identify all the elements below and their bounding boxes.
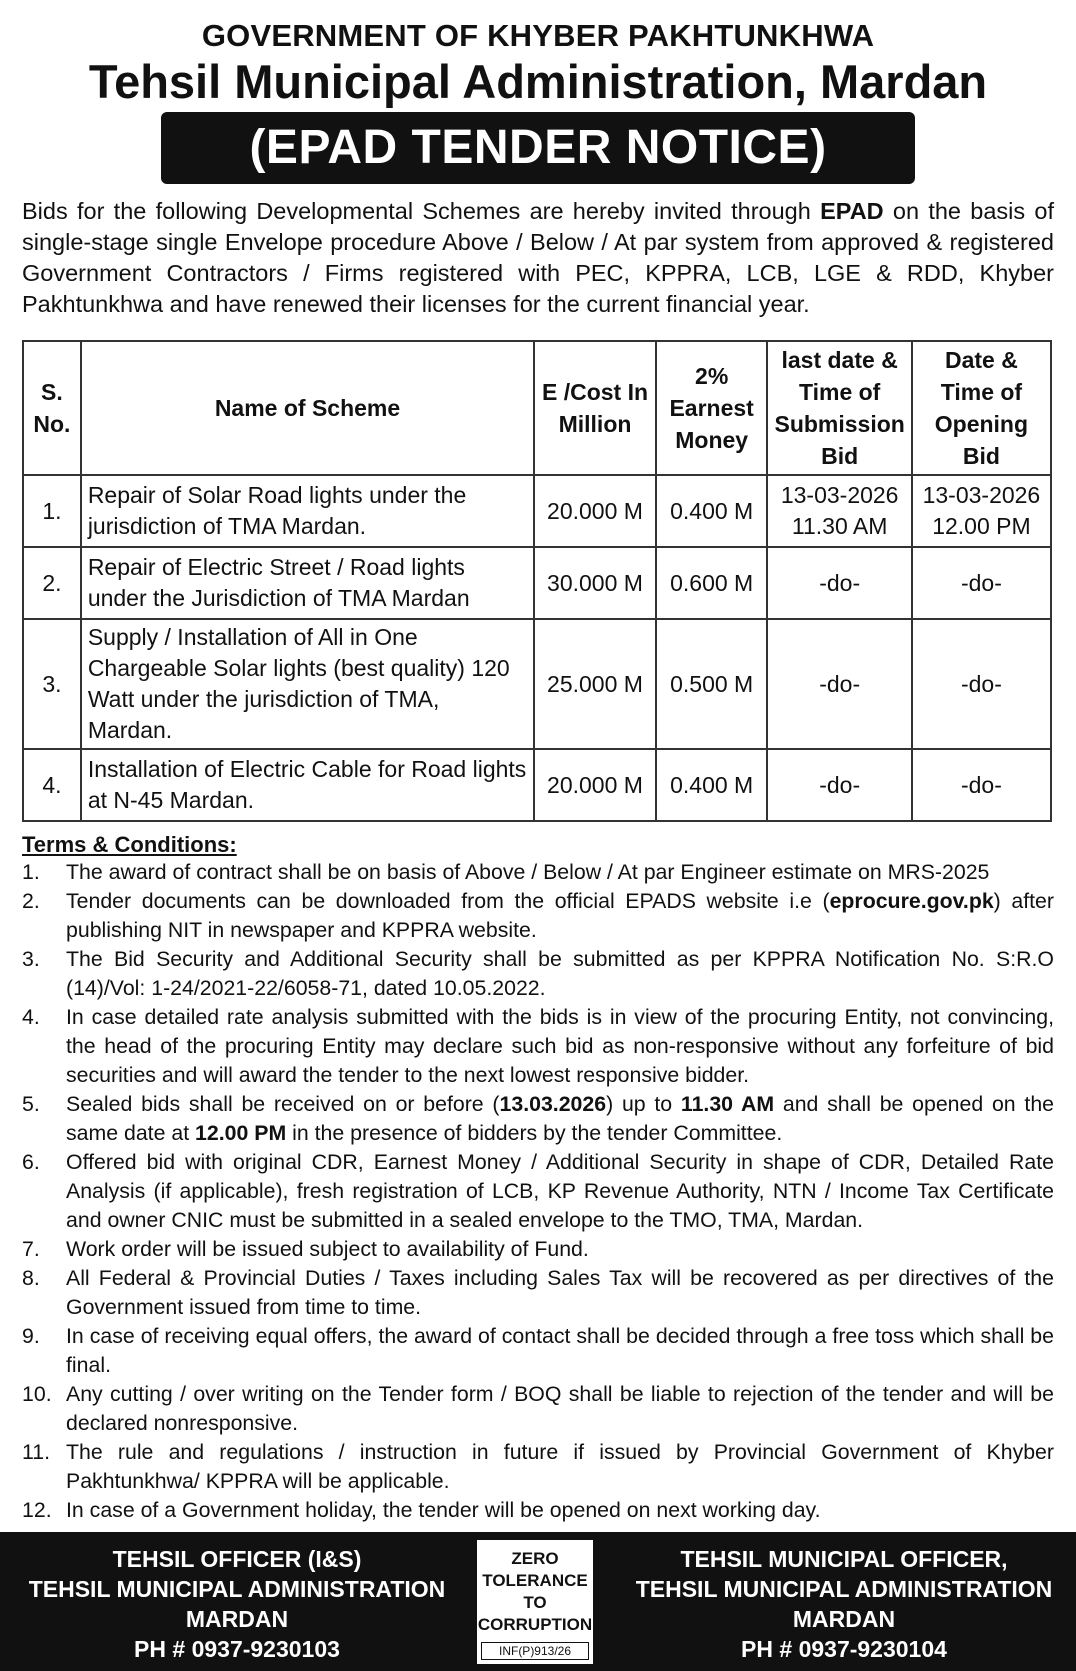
list-item [22, 1090, 1054, 1148]
government-heading: GOVERNMENT OF KHYBER PAKHTUNKHWA [201, 18, 875, 53]
epads-website: eprocure.gov.pk [829, 889, 994, 913]
administration-heading: Tehsil Municipal Administration, Mardan [88, 55, 988, 108]
list-item [22, 1322, 1054, 1380]
term-number: 7. [22, 1237, 40, 1261]
row-cost: 20.000 M [534, 475, 656, 547]
row-earnest: 0.400 M [656, 475, 768, 547]
footer-left-phone: PH # 0937-9230103 [134, 1636, 340, 1662]
header-sno: S. No. [23, 341, 81, 475]
header-name: Name of Scheme [81, 341, 534, 475]
row-last-date: -do- [767, 749, 911, 821]
row-last-time-value: 11.30 AM [791, 513, 888, 539]
intro-paragraph [22, 196, 1054, 320]
term-text [66, 1090, 1054, 1148]
list-item [22, 1496, 1054, 1525]
term-text: The rule and regulations / instruction in future if issued by Provincial Government of Khyber Pakhtunkhwa/ KPPRA will be applicable. [66, 1440, 1054, 1493]
row-cost: 30.000 M [534, 547, 656, 619]
row-sno: 4. [23, 749, 81, 821]
row-opening-date-value: 13-03-2026 [922, 482, 1041, 508]
row-sno: 2. [23, 547, 81, 619]
header-cost: E /Cost In Million [534, 341, 656, 475]
row-cost: 20.000 M [534, 749, 656, 821]
list-item [22, 1003, 1054, 1090]
zero-tolerance-line1: ZERO [511, 1549, 559, 1568]
term-text: In case detailed rate analysis submitted with the bids is in view of the procuring Entity, not convincing, the head of the procuring Entity may declare such bid as non-responsive without any forfeiture of bid securities and will award the tender to the next lowest responsive bidder. [66, 1005, 1054, 1087]
row-last-date-value: 13-03-2026 [780, 482, 899, 508]
term-text: The award of contract shall be on basis of Above / Below / At par Engineer estimate on MRS-2025 [66, 860, 990, 884]
term-number: 1. [22, 860, 40, 884]
term-text: In case of receiving equal offers, the award of contact shall be decided through a free toss which shall be final. [66, 1324, 1054, 1377]
zero-tolerance-badge [477, 1540, 593, 1664]
inf-reference: INF(P)913/26 [481, 1642, 589, 1660]
term-text-part: ) after publishing NIT in newspaper and KPPRA website. [66, 889, 1054, 942]
zero-tolerance-line2: TOLERANCE [482, 1571, 588, 1590]
term-number: 3. [22, 947, 40, 971]
term-text-part: Tender documents can be downloaded from the official EPADS website i.e ( [66, 889, 830, 913]
footer-right-line2: TEHSIL MUNICIPAL ADMINISTRATION [635, 1576, 1053, 1602]
header-last-date: last date & Time of Submission Bid [767, 341, 911, 475]
footer-left-line3: MARDAN [185, 1606, 289, 1632]
term-number: 6. [22, 1150, 40, 1174]
list-item [22, 945, 1054, 1003]
row-name: Repair of Solar Road lights under the jurisdiction of TMA Mardan. [81, 475, 534, 547]
zero-tolerance-line4: CORRUPTION [477, 1615, 593, 1634]
term-number: 12. [22, 1498, 52, 1522]
table-row [23, 475, 1051, 547]
list-item [22, 887, 1054, 945]
footer-left-line1: TEHSIL OFFICER (I&S) [112, 1546, 362, 1572]
row-opening: -do- [912, 547, 1051, 619]
row-last-date: -do- [767, 547, 911, 619]
submission-time: 11.30 AM [680, 1092, 775, 1116]
row-last-date [767, 475, 911, 547]
row-earnest: 0.600 M [656, 547, 768, 619]
term-number: 5. [22, 1092, 40, 1116]
term-text: The Bid Security and Additional Security shall be submitted as per KPPRA Notification No. S:R.O (14)/Vol: 1-24/2021-22/6058-71, dated 10.05.2022. [66, 947, 1054, 1000]
row-opening-time-value: 12.00 PM [932, 513, 1031, 539]
row-opening: -do- [912, 619, 1051, 749]
footer-left-signature [22, 1544, 452, 1664]
term-number: 11. [22, 1440, 51, 1464]
table-header-row [23, 341, 1051, 475]
intro-text-part2: on the basis of single-stage single Envelope procedure Above / Below / At par system from approved & registered Government Contractors / Firms registered with PEC, KPPRA, LCB, LGE & RDD, Khyber Pakhtunkhwa and have renewed their licenses for the current financial year. [22, 198, 1054, 317]
term-number: 2. [22, 889, 40, 913]
notice-title-banner [22, 112, 1054, 184]
intro-text-part1: Bids for the following Developmental Schemes are hereby invited through [22, 198, 821, 224]
row-opening: -do- [912, 749, 1051, 821]
row-earnest: 0.400 M [656, 749, 768, 821]
zero-tolerance-text [477, 1540, 593, 1636]
table-row [23, 619, 1051, 749]
terms-title: Terms & Conditions: [22, 832, 237, 857]
term-number: 8. [22, 1266, 40, 1290]
submission-date: 13.03.2026 [499, 1092, 607, 1116]
term-text-part: ) up to [606, 1092, 681, 1116]
table-row [23, 547, 1051, 619]
list-item [22, 1264, 1054, 1322]
row-name: Supply / Installation of All in One Chargeable Solar lights (best quality) 120 Watt under the jurisdiction of TMA, Mardan. [81, 619, 534, 749]
list-item [22, 1438, 1054, 1496]
term-text: All Federal & Provincial Duties / Taxes including Sales Tax will be recovered as per directives of the Government issued from time to time. [66, 1266, 1054, 1319]
term-text [66, 887, 1054, 945]
opening-time: 12.00 PM [195, 1121, 287, 1145]
header-earnest: 2% Earnest Money [656, 341, 768, 475]
list-item [22, 1235, 1054, 1264]
zero-tolerance-line3: TO [523, 1593, 547, 1612]
term-text: Offered bid with original CDR, Earnest Money / Additional Security in shape of CDR, Detailed Rate Analysis (if applicable), fresh registration of LCB, KP Revenue Authority, NTN / Income Tax Certificate and owner CNIC must be submitted in a sealed envelope to the TMO, TMA, Mardan. [66, 1150, 1054, 1232]
header-opening: Date & Time of Opening Bid [912, 341, 1051, 475]
terms-list [22, 858, 1054, 1525]
intro-epad: EPAD [820, 198, 884, 224]
term-number: 10. [22, 1382, 52, 1406]
term-text: Any cutting / over writing on the Tender form / BOQ shall be liable to rejection of the tender and will be declared nonresponsive. [66, 1382, 1054, 1435]
footer-left-line2: TEHSIL MUNICIPAL ADMINISTRATION [28, 1576, 446, 1602]
row-name: Repair of Electric Street / Road lights under the Jurisdiction of TMA Mardan [81, 547, 534, 619]
term-text: In case of a Government holiday, the tender will be opened on next working day. [66, 1498, 821, 1522]
term-text-part: Sealed bids shall be received on or before ( [66, 1092, 500, 1116]
table-row [23, 749, 1051, 821]
row-sno: 3. [23, 619, 81, 749]
row-sno: 1. [23, 475, 81, 547]
row-cost: 25.000 M [534, 619, 656, 749]
term-text-part: in the presence of bidders by the tender Committee. [286, 1121, 783, 1145]
list-item [22, 858, 1054, 887]
row-opening [912, 475, 1051, 547]
notice-title: (EPAD TENDER NOTICE) [161, 112, 914, 184]
term-number: 9. [22, 1324, 40, 1348]
footer-band [0, 1532, 1076, 1671]
row-earnest: 0.500 M [656, 619, 768, 749]
row-last-date: -do- [767, 619, 911, 749]
term-text-part: and shall be opened on the same date at [66, 1092, 1055, 1145]
row-name: Installation of Electric Cable for Road lights at N-45 Mardan. [81, 749, 534, 821]
footer-right-line1: TEHSIL MUNICIPAL OFFICER, [680, 1546, 1008, 1572]
footer-right-phone: PH # 0937-9230104 [741, 1636, 947, 1662]
list-item [22, 1380, 1054, 1438]
term-number: 4. [22, 1005, 40, 1029]
term-text: Work order will be issued subject to availability of Fund. [66, 1237, 589, 1261]
footer-right-signature [634, 1544, 1054, 1664]
footer-right-line3: MARDAN [792, 1606, 896, 1632]
list-item [22, 1148, 1054, 1235]
schemes-table [22, 340, 1052, 822]
